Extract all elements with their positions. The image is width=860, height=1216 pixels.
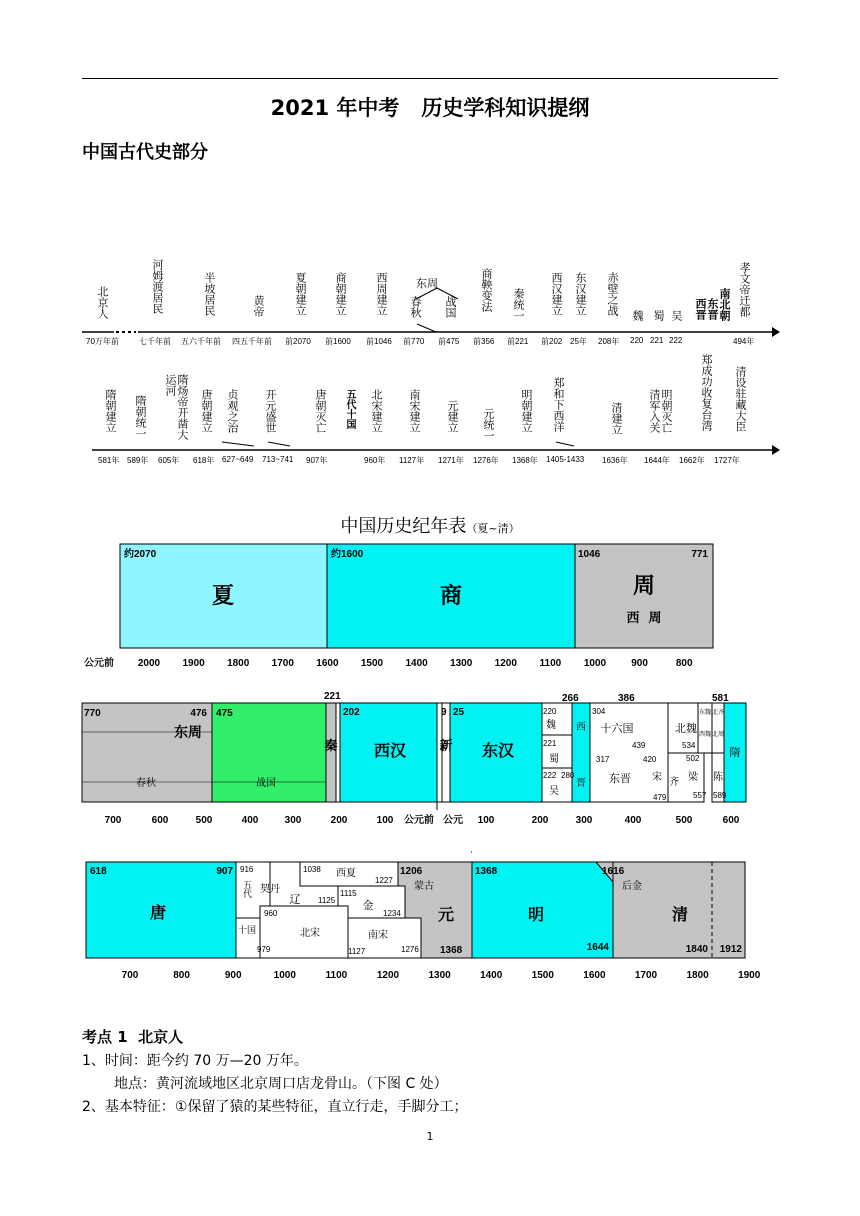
n1234: 1234 (383, 909, 401, 918)
tl1-label: 战国 (444, 296, 457, 318)
axis-tick-label: 900 (631, 658, 648, 669)
label-liang: 梁 (688, 772, 698, 783)
tl2-label: 唐朝建立 (200, 389, 213, 433)
tl1-date: 70万年前 (86, 337, 119, 346)
n1127: 1127 (348, 947, 366, 956)
axis-tick-label: 1900 (738, 970, 760, 981)
tl1-label: 南北朝 (718, 288, 731, 321)
tl1-date: 208年 (598, 337, 620, 346)
tl2-date: 960年 (364, 456, 386, 465)
tl1-label: 黄帝 (252, 295, 265, 317)
kaodian-line-1: 1、时间：距今约 70 万—20 万年。 (82, 1053, 308, 1069)
label-yuan: 元 (437, 905, 455, 924)
tl2-date: 1271年 (438, 456, 464, 465)
tl2-label: 开元盛世 (264, 389, 277, 433)
tl1-label: 西周建立 (375, 272, 388, 316)
tl1-date: 前1600 (325, 337, 351, 346)
axis-tick-label: 1500 (360, 658, 384, 669)
tl2-label: 明朝灭亡清军入关 (648, 389, 673, 433)
tl1-label: 赤壁之战 (606, 272, 619, 316)
tl2-label: 隋炀帝开凿大运河 (164, 374, 189, 440)
label-xizhou: 西 周 (626, 611, 662, 626)
tl1-label: 商鞅变法 (480, 268, 493, 312)
label-jin: 晋 (576, 778, 586, 789)
n1840: 1840 (685, 944, 708, 955)
tl1-label: 东周 (416, 277, 438, 290)
tl2-date: 1727年 (714, 456, 740, 465)
n9: 9 (441, 707, 447, 718)
label-dongjin: 东晋 (609, 772, 631, 785)
label-dongwei: 东魏 (698, 710, 712, 716)
label-chunqiu: 春秋 (136, 778, 156, 789)
axis-tick-label: 800 (173, 970, 190, 981)
label-xi: 西 (576, 722, 586, 733)
n1038: 1038 (303, 865, 321, 874)
n1912: 1912 (719, 944, 742, 955)
chronology-subtitle: （夏~清） (466, 522, 520, 535)
tl2-label: 南宋建立 (408, 389, 421, 433)
chronology-row-1 (80, 540, 730, 675)
tl2-label-group (162, 374, 188, 446)
axis-tick-label: 300 (575, 815, 593, 826)
axis-tick-label: 1400 (405, 658, 428, 669)
chronology-row-3 (80, 858, 760, 983)
tl1-label: 商朝建立 (334, 272, 347, 316)
tl2-label: 郑和下西洋 (552, 377, 565, 432)
n222: 222 (543, 771, 557, 780)
tl1-date: 25年 (570, 337, 587, 346)
axis-tick-label: 1700 (634, 970, 658, 981)
n502: 502 (686, 754, 700, 763)
tl2-label-group (720, 366, 746, 442)
row3-ticks (122, 970, 760, 981)
n420: 420 (643, 755, 657, 764)
axis-tick-label: 300 (284, 815, 302, 826)
n979: 979 (257, 945, 271, 954)
n479: 479 (653, 793, 667, 802)
stray-dot: · (470, 848, 473, 858)
tl2-label: 明朝建立 (520, 389, 533, 433)
tl1-label: 北京人 (96, 286, 109, 319)
top-rule (82, 78, 778, 79)
axis-tick-label: 900 (224, 970, 242, 981)
n439: 439 (632, 741, 646, 750)
tl1-label: 西晋 (694, 298, 707, 320)
tl2-date: 627~649 (222, 455, 254, 464)
tl2-label-group (646, 389, 672, 441)
tl1-date: 494年 (733, 337, 755, 346)
tl1-date: 前221 (507, 337, 529, 346)
axis-tick-label: 1300 (450, 658, 473, 669)
row1-start-zhou: 1046 (578, 549, 601, 560)
tl2-date: 605年 (158, 456, 180, 465)
n534: 534 (682, 741, 696, 750)
chronology-row-2 (80, 688, 760, 833)
axis-tick-label: 2000 (137, 658, 161, 669)
tl2-label: 清设驻藏大臣 (734, 366, 747, 432)
tl1-label: 蜀 (652, 310, 665, 321)
n25: 25 (453, 707, 465, 718)
label-houjin: 后金 (622, 881, 642, 892)
n1206: 1206 (400, 866, 423, 877)
axis-tick-label: 1100 (539, 658, 562, 669)
tl2-label-group (686, 354, 712, 442)
n280: 280 (561, 771, 575, 780)
n304: 304 (592, 707, 606, 716)
label-menggu: 蒙古 (414, 881, 434, 892)
n1644: 1644 (586, 942, 609, 953)
label-shang: 商 (439, 583, 463, 609)
n221: 221 (324, 691, 341, 702)
n1227: 1227 (375, 876, 393, 885)
label-shu: 蜀 (549, 754, 559, 765)
tl2-date: 581年 (98, 456, 120, 465)
label-xihan: 西汉 (373, 741, 407, 760)
axis-tick-label: 400 (624, 815, 642, 826)
axis-tick-label: 1900 (182, 658, 205, 669)
tl2-label: 郑成功收复台湾 (700, 354, 713, 431)
n770: 770 (84, 708, 101, 719)
tl1-label: 东晋 (706, 298, 719, 320)
n581: 581 (712, 693, 729, 704)
tl2-label: 贞观之治 (226, 389, 239, 433)
tl2-label: 五代十国 (344, 389, 355, 429)
tl2-date: 1636年 (602, 456, 628, 465)
axis-tick-label: 1200 (376, 970, 400, 981)
tl1-label: 西汉建立 (550, 272, 563, 316)
tl2-label: 隋朝建立 (104, 389, 117, 433)
tl2-label: 唐朝灭亡 (314, 389, 327, 433)
axis-tick-label: 600 (151, 815, 169, 826)
row2-ticks (105, 813, 740, 826)
axis-tick-label: 100 (376, 815, 394, 826)
axis-tick-label: 200 (330, 815, 348, 826)
label-jin: 金 (362, 899, 374, 912)
kaodian-heading: 考点 1 北京人 (82, 1028, 184, 1046)
label-nansong: 南宋 (368, 930, 388, 941)
axis-tick-label: 1800 (686, 970, 709, 981)
axis-tick-label: 800 (675, 658, 693, 669)
n475: 475 (216, 708, 233, 719)
row1-start-xia: 约2070 (124, 549, 157, 560)
label-ming: 明 (527, 905, 545, 924)
kaodian-line-2: 地点：黄河流域地区北京周口店龙骨山。（下图 C 处） (114, 1076, 448, 1092)
label-xixia: 西夏 (336, 868, 356, 879)
axis-tick-label: 1000 (583, 658, 607, 669)
tl2-label: 北宋建立 (370, 389, 383, 433)
tl1-label: 秦统一 (512, 288, 525, 321)
n916: 916 (240, 865, 254, 874)
section-heading: 中国古代史部分 (82, 142, 208, 163)
axis-tick-label: 1400 (480, 970, 503, 981)
axis-tick-label: 公元前 (404, 815, 434, 826)
label-qin: 秦 (324, 739, 338, 754)
n266: 266 (562, 693, 579, 704)
axis-tick-label: 700 (121, 970, 139, 981)
tl1-date: 前475 (438, 337, 460, 346)
tl2-date: 1405-1433 (546, 455, 585, 464)
label-chen: 陈 (713, 772, 723, 783)
tl1-date: 前1046 (366, 337, 392, 346)
axis-tick-label: 1500 (531, 970, 554, 981)
tl2-label: 元建立 (446, 400, 459, 433)
axis-tick-label: 公元 (443, 815, 463, 826)
n317: 317 (596, 755, 610, 764)
tl1-label: 春秋 (409, 296, 422, 318)
label-qidan: 契丹 (260, 884, 280, 895)
row1-axis-prefix: 公元前 (84, 658, 114, 669)
n476: 476 (190, 708, 207, 719)
n202: 202 (343, 707, 360, 718)
tl2-date: 713~741 (262, 455, 294, 464)
n960: 960 (264, 909, 278, 918)
label-wudai: 五代 (241, 880, 251, 898)
block-dongjin-shiliuguo (590, 703, 668, 802)
n1125: 1125 (318, 896, 336, 905)
axis-tick-label: 500 (675, 815, 693, 826)
tl2-date: 907年 (306, 456, 328, 465)
axis-tick-label: 1600 (583, 970, 606, 981)
label-tang: 唐 (149, 903, 167, 922)
tl1-date: 222 (669, 336, 683, 345)
n1115: 1115 (340, 889, 357, 898)
label-song: 宋 (652, 772, 662, 783)
tl1-date: 前770 (403, 337, 425, 346)
row1-end-zhou: 771 (691, 549, 708, 560)
label-qi: 齐 (669, 777, 679, 788)
tl1-label: 夏朝建立 (294, 272, 307, 316)
label-qing: 清 (671, 905, 689, 924)
tl1-label: 东汉建立 (574, 272, 587, 316)
tl1-label: 河姆渡居民 (151, 259, 164, 314)
tl1-date: 四五千年前 (232, 337, 272, 346)
label-beizhou: 北周 (711, 732, 725, 738)
chronology-title (0, 512, 860, 538)
tl2-date: 1276年 (473, 456, 499, 465)
label-wu: 吴 (549, 786, 559, 797)
tl1-date: 220 (630, 336, 644, 345)
label-wei: 魏 (546, 720, 556, 731)
axis-tick-label: 1700 (271, 658, 294, 669)
axis-tick-label: 700 (104, 815, 122, 826)
n907: 907 (216, 866, 233, 877)
axis-tick-label: 1300 (428, 970, 451, 981)
label-beisong: 北宋 (300, 928, 320, 939)
axis-tick-label: 1200 (494, 658, 517, 669)
page-title: 2021 年中考 历史学科知识提纲 (270, 96, 590, 120)
tl2-date: 589年 (127, 456, 149, 465)
axis-tick-label: 1800 (227, 658, 250, 669)
label-liao: 辽 (289, 893, 301, 906)
n1616: 1616 (602, 866, 625, 877)
tl1-label: 魏 (631, 310, 644, 321)
n386: 386 (618, 693, 635, 704)
tl1-date: 七千年前 (139, 337, 171, 346)
label-shiguo: 十国 (237, 926, 257, 936)
tl1-date: 前2070 (285, 337, 311, 346)
axis-tick-label: 1000 (273, 970, 296, 981)
label-xin: 新 (439, 739, 453, 754)
label-xiwei: 西魏 (698, 732, 712, 738)
axis-tick-label: 1100 (325, 970, 348, 981)
n1368b: 1368 (440, 945, 463, 956)
kaodian-line-3: 2、基本特征：①保留了猿的某些特征，直立行走，手脚分工； (82, 1099, 468, 1115)
tl1-date: 五六千年前 (181, 337, 221, 346)
n618: 618 (90, 866, 107, 877)
tl1-label: 吴 (670, 310, 683, 321)
n221b: 221 (543, 739, 557, 748)
tl2-label: 隋朝统一 (134, 395, 147, 439)
label-dongzhou: 东周 (174, 725, 202, 741)
n1368: 1368 (475, 866, 498, 877)
tl2-date: 1644年 (644, 456, 670, 465)
row1-start-shang: 约1600 (331, 549, 364, 560)
tl1-label: 半坡居民 (203, 272, 216, 316)
tl1-date: 前356 (473, 337, 495, 346)
label-donghan: 东汉 (481, 741, 515, 760)
n589: 589 (713, 791, 727, 800)
tl1-date: 221 (650, 336, 664, 345)
axis-tick-label: 100 (477, 815, 495, 826)
tl2-date: 1368年 (512, 456, 538, 465)
tl2-date: 1662年 (679, 456, 705, 465)
label-xia: 夏 (211, 583, 235, 609)
label-zhou: 周 (632, 573, 656, 599)
label-sui: 隋 (729, 746, 741, 759)
tl2-date: 618年 (193, 456, 215, 465)
axis-tick-label: 200 (531, 815, 549, 826)
chronology-title-text: 中国历史纪年表 (340, 516, 467, 537)
label-beiwei: 北魏 (675, 722, 697, 735)
axis-tick-label: 500 (195, 815, 213, 826)
tl2-date: 1127年 (399, 456, 425, 465)
tl1-label: 孝文帝迁都 (738, 262, 751, 317)
label-zhanguo: 战国 (256, 778, 276, 789)
label-shiliuguo: 十六国 (600, 722, 634, 735)
axis-tick-label: 1600 (316, 658, 339, 669)
row1-ticks (138, 658, 693, 669)
axis-tick-label: 600 (722, 815, 740, 826)
tl2-label: 清建立 (610, 402, 623, 435)
n220: 220 (543, 707, 557, 716)
tl2-label: 元统一 (482, 408, 495, 441)
n1276: 1276 (401, 945, 419, 954)
page-number: 1 (426, 1130, 434, 1143)
label-beiqi: 北齐 (711, 710, 725, 716)
tl1-date: 前202 (541, 337, 563, 346)
n557: 557 (693, 791, 707, 800)
axis-tick-label: 400 (241, 815, 259, 826)
